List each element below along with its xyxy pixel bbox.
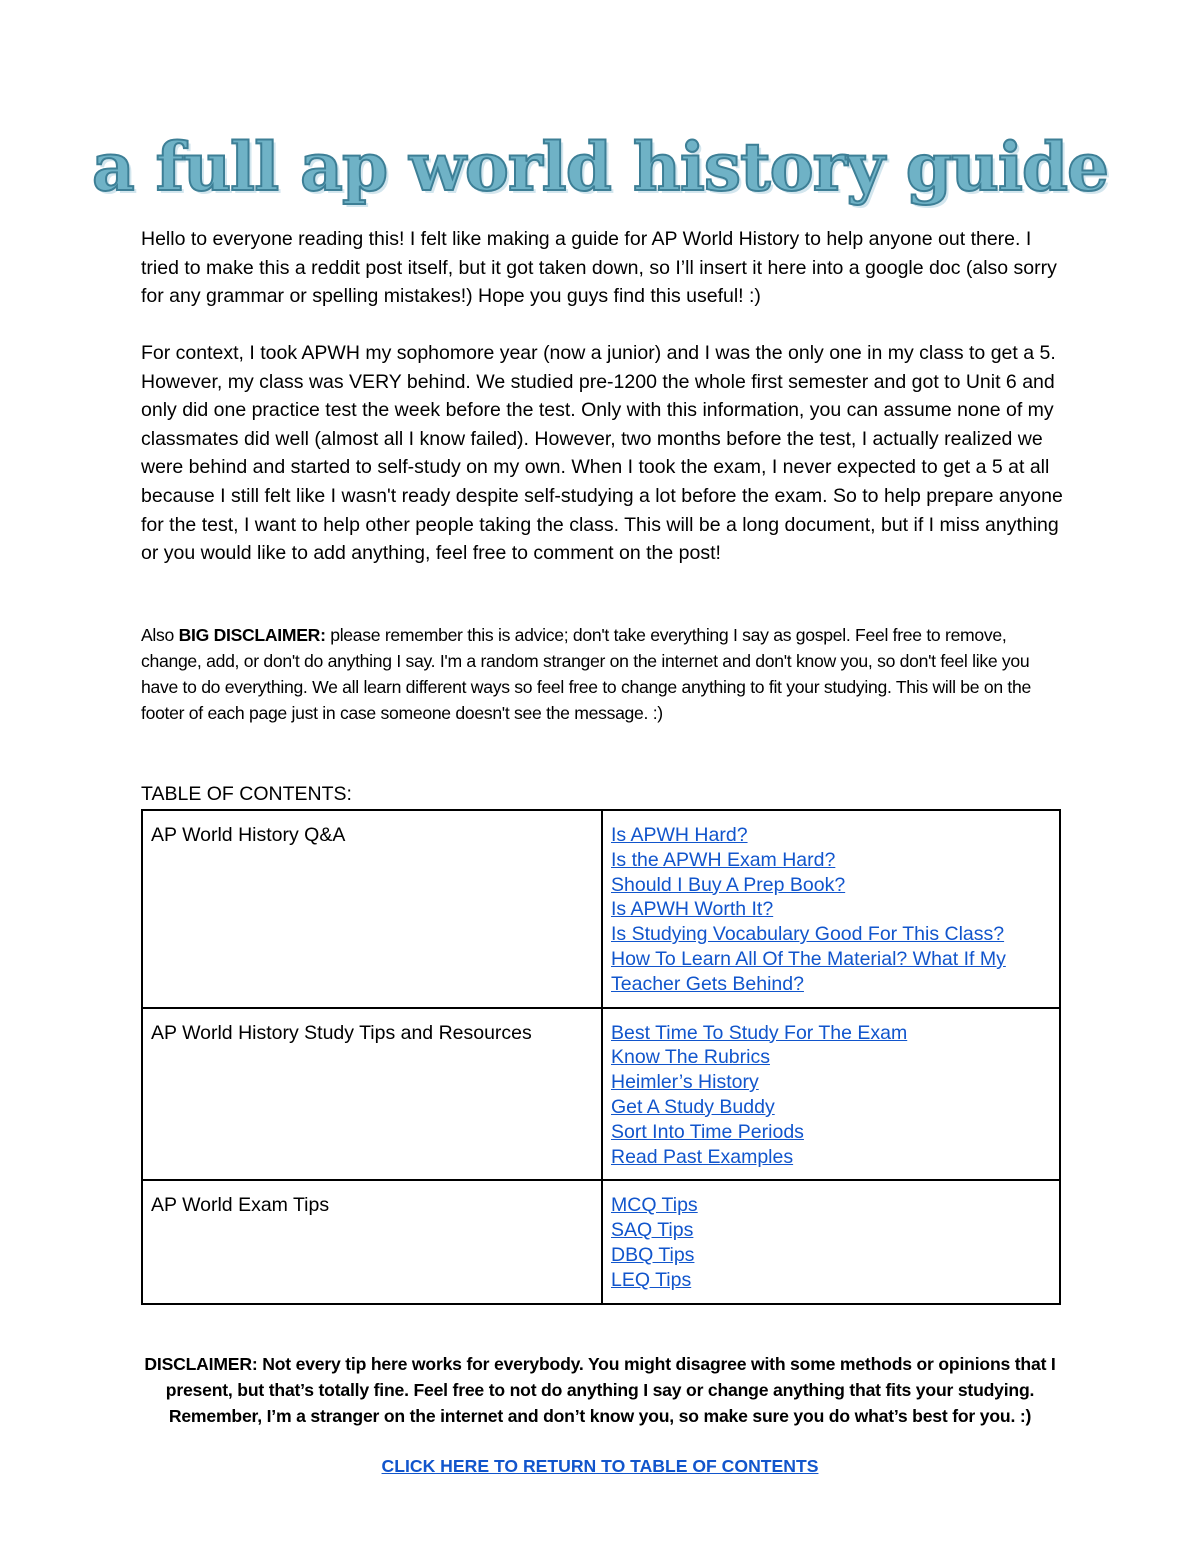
- toc-category: AP World History Study Tips and Resources: [142, 1008, 602, 1181]
- toc-category: AP World History Q&A: [142, 810, 602, 1008]
- toc-links-cell: [602, 810, 1060, 1008]
- toc-link[interactable]: Heimler’s History: [611, 1071, 759, 1094]
- toc-link[interactable]: Is APWH Worth It?: [611, 898, 774, 921]
- toc-links-cell: [602, 1180, 1060, 1303]
- return-to-toc-link[interactable]: CLICK HERE TO RETURN TO TABLE OF CONTENTS: [381, 1456, 819, 1476]
- page-title: a full ap world history guide: [91, 128, 1109, 206]
- footer-disclaimer-text: Not every tip here works for everybody. You might disagree with some methods or opinions that I present, but that’s totally fine. Feel free to not do anything I say or change anything that fits your studying. Remember, I’m a stranger on the internet and don’t know you, so make sure you do what’s best for you. :): [165, 1354, 1056, 1427]
- toc-link[interactable]: Is Studying Vocabulary Good For This Class?: [611, 923, 1005, 946]
- table-of-contents: [141, 809, 1061, 1305]
- big-disclaimer-text: please remember this is advice; don't take everything I say as gospel. Feel free to remove, change, add, or don't do anything I say. I'm a random stranger on the internet and don't know you, so don't feel like you have to do everything. We all learn different ways so feel free to change anything to fit your studying. This will be on the footer of each page just in case someone doesn't see the message. :): [141, 625, 1031, 724]
- disclaimer-prefix: Also: [141, 625, 179, 645]
- toc-link[interactable]: SAQ Tips: [611, 1219, 694, 1242]
- toc-link[interactable]: Get A Study Buddy: [611, 1095, 775, 1118]
- toc-link[interactable]: Is the APWH Exam Hard?: [611, 848, 836, 871]
- toc-link[interactable]: MCQ Tips: [611, 1194, 698, 1217]
- footer-disclaimer-label: DISCLAIMER:: [144, 1354, 258, 1374]
- toc-link[interactable]: Should I Buy A Prep Book?: [611, 873, 846, 896]
- toc-link[interactable]: How To Learn All Of The Material? What If My Teacher Gets Behind?: [611, 947, 1006, 995]
- toc-link[interactable]: Best Time To Study For The Exam: [611, 1021, 908, 1044]
- toc-category: AP World Exam Tips: [142, 1180, 602, 1303]
- toc-link[interactable]: Is APWH Hard?: [611, 824, 748, 846]
- big-disclaimer-label: BIG DISCLAIMER:: [178, 625, 326, 645]
- toc-row: [142, 1180, 1060, 1303]
- context-paragraph: For context, I took APWH my sophomore year (now a junior) and I was the only one in my class to get a 5. However, my class was VERY behind. We studied pre-1200 the whole first semester and got to Unit 6 and only did one practice test the week before the test. Only with this information, you can assume none of my classmates did well (almost all I know failed). However, two months before the test, I actually realized we were behind and started to self-study on my own. When I took the exam, I never expected to get a 5 at all because I still felt like I wasn't ready despite self-studying a lot before the exam. So to help prepare anyone for the test, I want to help other people taking the class. This will be a long document, but if I miss anything or you would like to add anything, feel free to comment on the post!: [141, 342, 1063, 565]
- toc-row: [142, 810, 1060, 1008]
- toc-link[interactable]: Sort Into Time Periods: [611, 1120, 804, 1143]
- big-disclaimer-paragraph: [141, 622, 1066, 726]
- toc-row: [142, 1008, 1060, 1181]
- footer-disclaimer: [130, 1351, 1070, 1429]
- toc-link[interactable]: DBQ Tips: [611, 1243, 695, 1266]
- toc-link[interactable]: Know The Rubrics: [611, 1046, 770, 1069]
- toc-link[interactable]: Read Past Examples: [611, 1145, 794, 1168]
- toc-link[interactable]: LEQ Tips: [611, 1268, 692, 1291]
- toc-heading: TABLE OF CONTENTS:: [141, 783, 352, 805]
- intro-paragraph: Hello to everyone reading this! I felt like making a guide for AP World History to help anyone out there. I tried to make this a reddit post itself, but it got taken down, so I’ll insert it here into a google doc (also sorry for any grammar or spelling mistakes!) Hope you guys find this useful! :): [141, 228, 1057, 308]
- toc-links-cell: [602, 1008, 1060, 1181]
